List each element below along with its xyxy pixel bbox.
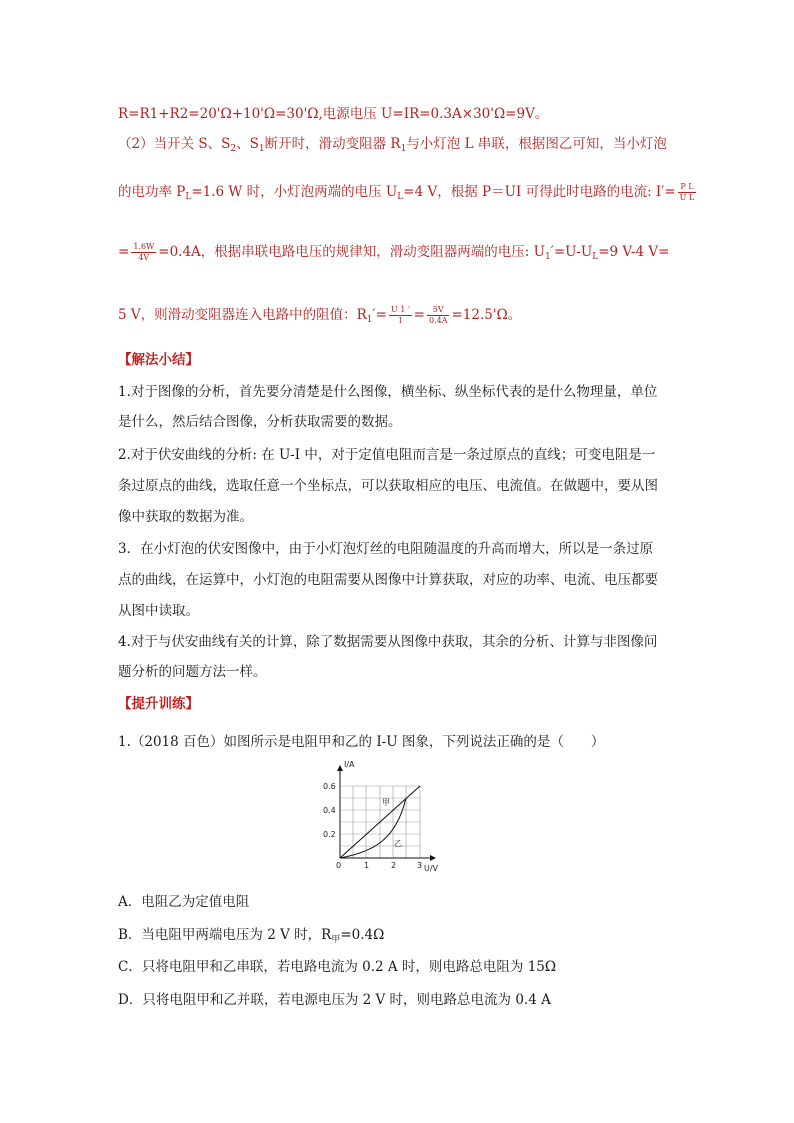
x-axis-label: U/V bbox=[424, 864, 439, 873]
option-d: D．只将电阻甲和乙并联，若电源电压为 2 V 时，则电路总电流为 0.4 A bbox=[118, 992, 551, 1008]
training-heading: 【提升训练】 bbox=[118, 696, 199, 712]
current-fraction: $\frac{\text{P L}}{\text{U L}}$ bbox=[679, 182, 695, 202]
solution-line-4: = $\frac{1.6W}{4V}$ =0.4A，根据串联电路电压的规律知，滑动变阻器两端的电压: $U_1'=U-U_L=9$ V-4 V= bbox=[118, 242, 670, 262]
y-axis-label: I/A bbox=[344, 760, 355, 769]
iu-graph-svg bbox=[318, 758, 448, 876]
question-1: 1.（2018 百色）如图所示是电阻甲和乙的 I-U 图象，下列说法正确的是（ ） bbox=[118, 734, 605, 750]
iu-graph bbox=[318, 758, 448, 876]
label-jia: 甲 bbox=[382, 798, 390, 807]
summary-p3-line-2: 点的曲线，在运算中，小灯泡的电阻需要从图像中计算获取，对应的功率、电流、电压都要 bbox=[118, 572, 658, 588]
y-tick-0-2: 0.2 bbox=[323, 830, 336, 839]
option-a: A．电阻乙为定值电阻 bbox=[118, 894, 250, 910]
x-axis-arrow bbox=[430, 855, 436, 861]
summary-heading: 【解法小结】 bbox=[118, 352, 199, 368]
summary-p3-line-1: 3．在小灯泡的伏安图像中，由于小灯泡灯丝的电阻随温度的升高而增大，所以是一条过原 bbox=[118, 541, 654, 557]
resistance-fraction: $\frac{U 1 '}{I}$ bbox=[390, 305, 410, 325]
x-tick-1: 1 bbox=[364, 861, 370, 870]
summary-p1-line-1: 1.对于图像的分析，首先要分清楚是什么图像，横坐标、纵坐标代表的是什么物理量，单位 bbox=[118, 384, 658, 400]
option-b: B．当电阻甲两端电压为 2 V 时，$R_甲=0.4\Omega$ bbox=[118, 927, 385, 945]
solution-line-2: （2）当开关 S、$S_2$、$S_1$断开时，滑动变阻器 $R_1$与小灯泡 L 串联，根据图乙可知，当小灯泡 bbox=[118, 136, 667, 154]
y-axis-arrow bbox=[337, 765, 343, 771]
y-tick-0-6: 0.6 bbox=[323, 782, 336, 791]
y-tick-0-4: 0.4 bbox=[323, 806, 336, 815]
summary-p3-line-3: 从图中读取。 bbox=[118, 603, 199, 619]
option-c: C．只将电阻甲和乙串联，若电路电流为 0.2 A 时，则电路总电阻为 15Ω bbox=[118, 959, 557, 975]
summary-p4-line-1: 4.对于与伏安曲线有关的计算，除了数据需要从图像中获取，其余的分析、计算与非图像问 bbox=[118, 634, 658, 650]
solution-line-5: 5 V，则滑动变阻器连入电路中的阻值：$R_1'=$ $\frac{U 1 '}{I}$ = $\frac{5V}{0.4A}$ =12.5'Ω。 bbox=[118, 305, 522, 325]
value-fraction: $\frac{5V}{0.4A}$ bbox=[428, 305, 448, 325]
solution-line-1: R=R1+R2=20'Ω+10'Ω=30'Ω,电源电压 U=IR=0.3A×30'Ω=9V。 bbox=[118, 106, 549, 122]
x-tick-3: 3 bbox=[417, 861, 423, 870]
summary-p2-line-1: 2.对于伏安曲线的分析: 在 U-I 中，对于定值电阻而言是一条过原点的直线；可变电阻是一 bbox=[118, 447, 656, 463]
label-yi: 乙 bbox=[394, 839, 402, 848]
power-voltage-fraction: $\frac{1.6W}{4V}$ bbox=[133, 242, 155, 262]
origin-label: 0 bbox=[336, 861, 342, 870]
summary-p4-line-2: 题分析的问题方法一样。 bbox=[118, 664, 267, 680]
solution-line-3: 的电功率 $P_L=1.6$ W 时，小灯泡两端的电压 $U_L=4$ V，根据 P＝UI 可得此时电路的电流: I′= $\frac{\text{P L}}{\text{U L}}$ bbox=[118, 182, 695, 202]
summary-p1-line-2: 是什么，然后结合图像，分析获取需要的数据。 bbox=[118, 414, 402, 430]
summary-p2-line-2: 条过原点的曲线，选取任意一个坐标点，可以获取相应的电压、电流值。在做题中，要从图 bbox=[118, 478, 658, 494]
x-tick-2: 2 bbox=[391, 861, 397, 870]
summary-p2-line-3: 像中获取的数据为准。 bbox=[118, 509, 253, 525]
